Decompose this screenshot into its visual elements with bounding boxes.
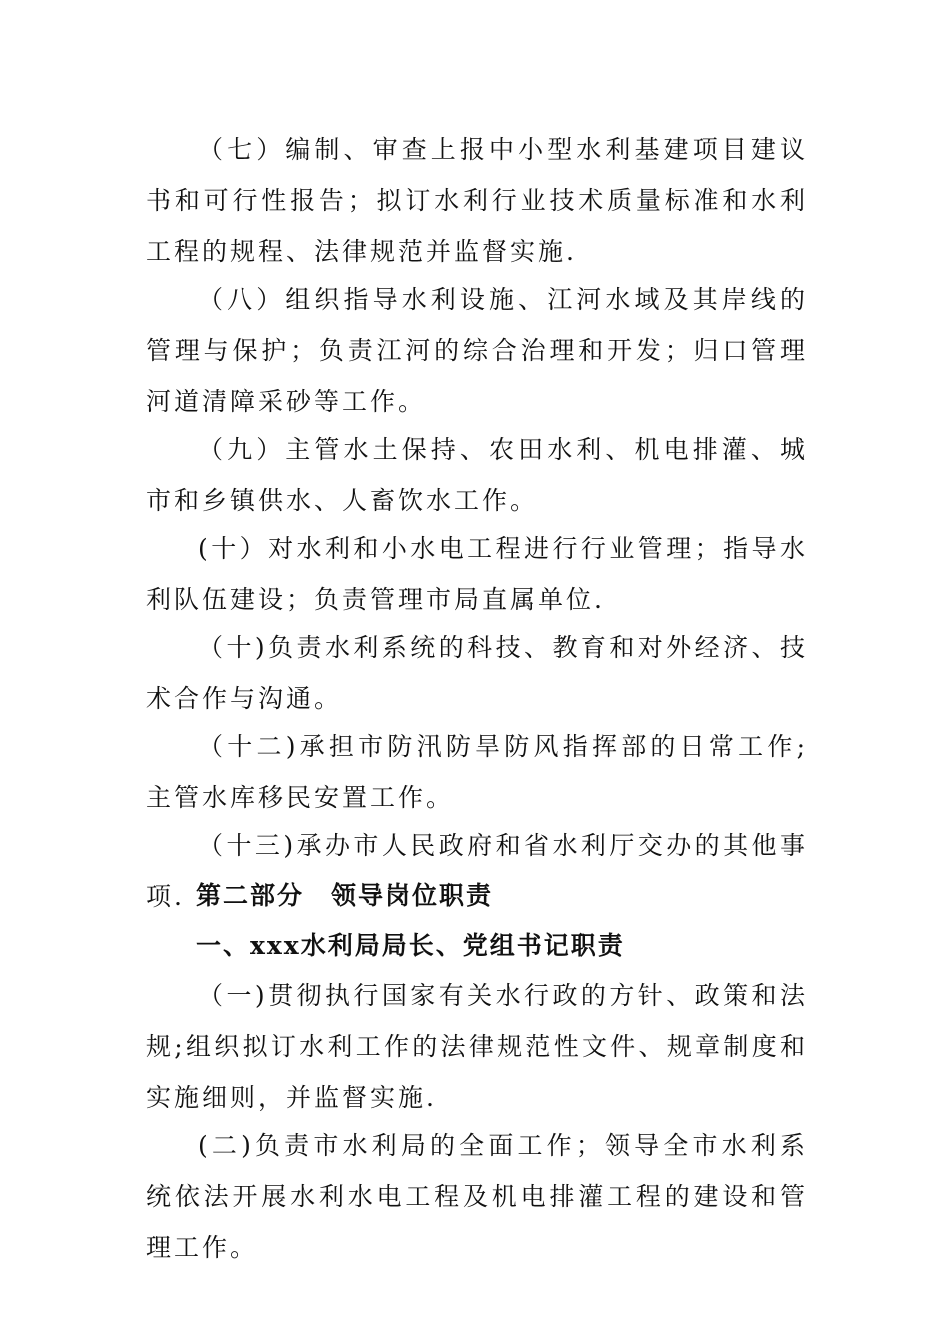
paragraph-item-12: （十二)承担市防汛防旱防风指挥部的日常工作;主管水库移民安置工作。 [146,732,808,812]
paragraph-item-8: （八）组织指导水利设施、江河水域及其岸线的管理与保护；负责江河的综合治理和开发；归口管理河道清障采砂等工作。 [146,285,808,416]
paragraph-item-11: （十)负责水利系统的科技、教育和对外经济、技术合作与沟通。 [146,633,808,713]
paragraph-item-10: (十）对水利和小水电工程进行行业管理；指导水利队伍建设；负责管理市局直属单位. [146,534,808,614]
section-paragraph-1: （一)贯彻执行国家有关水行政的方针、政策和法规;组织拟订水利工作的法律规范性文件、规章制度和实施细则，并监督实施. [146,981,808,1112]
paragraph-item-13: （十三)承办市人民政府和省水利厅交办的其他事项. [146,831,808,911]
paragraph-item-9: （九）主管水土保持、农田水利、机电排灌、城市和乡镇供水、人畜饮水工作。 [146,435,808,515]
section-paragraph-2: (二)负责市水利局的全面工作；领导全市水利系统依法开展水利水电工程及机电排灌工程的建设和管理工作。 [146,1131,808,1262]
section-heading: 一、xxx水利局局长、党组书记职责 [196,931,625,960]
paragraph-item-7: （七）编制、审查上报中小型水利基建项目建议书和可行性报告；拟订水利行业技术质量标准和水利工程的规程、法律规范并监督实施. [146,135,808,266]
part-heading: 第二部分 领导岗位职责 [196,881,494,910]
